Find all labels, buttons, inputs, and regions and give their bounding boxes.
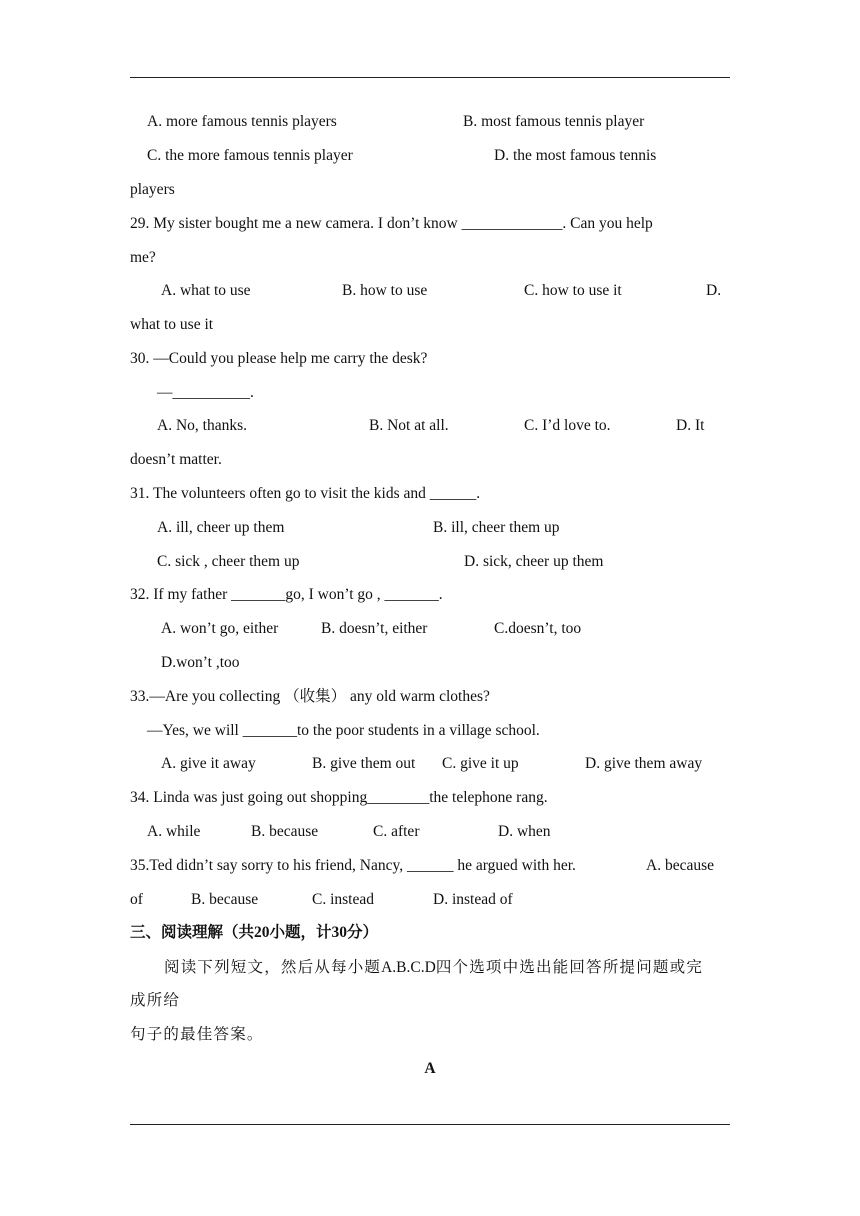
q33-option-a: A. give it away <box>161 755 256 772</box>
q30-option-d-cont: doesn’t matter. <box>130 451 222 468</box>
q35-stem: 35.Ted didn’t say sorry to his friend, Nancy, ______ he argued with her. <box>130 857 576 874</box>
instructions-options: A.B.C.D <box>381 959 436 976</box>
instructions-prefix: 阅读下列短文，然后从每小题 <box>164 959 382 976</box>
q31-stem: 31. The volunteers often go to visit the kids and ______. <box>130 485 481 502</box>
instructions-suffix: 四个选项中选出能回答所提问题或完 <box>435 959 704 976</box>
q32-option-b: B. doesn’t, either <box>321 620 428 637</box>
instructions-line-3: 句子的最佳答案。 <box>130 1026 264 1043</box>
section-points: 30 <box>331 924 348 941</box>
q29-option-d: D. <box>706 282 722 299</box>
q30-option-c: C. I’d love to. <box>524 417 611 434</box>
q31-option-c: C. sick , cheer them up <box>157 553 300 570</box>
q35-option-b: B. because <box>191 891 259 908</box>
section-heading-prefix: 三、阅读理解（共 <box>130 924 255 941</box>
instructions-line-1 <box>164 958 703 978</box>
q33-option-b: B. give them out <box>312 755 416 772</box>
q30-stem: 30. —Could you please help me carry the desk? <box>130 350 428 367</box>
q28-option-c: C. the more famous tennis player <box>147 147 353 164</box>
passage-label: A <box>424 1060 436 1077</box>
q31-option-b: B. ill, cheer them up <box>433 519 560 536</box>
q35-option-a-cont: of <box>130 891 143 908</box>
q31-option-a: A. ill, cheer up them <box>157 519 285 536</box>
q34-stem: 34. Linda was just going out shopping________the telephone rang. <box>130 789 548 806</box>
q33-option-c: C. give it up <box>442 755 519 772</box>
q30-option-b: B. Not at all. <box>369 417 449 434</box>
q33-stem: 33.—Are you collecting （收集） any old warm clothes? <box>130 688 490 705</box>
q28-option-d-cont: players <box>130 181 175 198</box>
q28-option-b: B. most famous tennis player <box>463 113 645 130</box>
q34-option-a: A. while <box>147 823 201 840</box>
q31-option-d: D. sick, cheer up them <box>464 553 604 570</box>
q35-option-d: D. instead of <box>433 891 513 908</box>
q30-option-a: A. No, thanks. <box>157 417 247 434</box>
q30-reply: —__________. <box>157 384 254 401</box>
q28-option-d: D. the most famous tennis <box>494 147 657 164</box>
q34-option-b: B. because <box>251 823 319 840</box>
q34-option-c: C. after <box>373 823 420 840</box>
q29-option-a: A. what to use <box>161 282 251 299</box>
section-heading <box>130 923 378 943</box>
q29-option-c: C. how to use it <box>524 282 622 299</box>
q32-option-d: D.won’t ,too <box>161 654 240 671</box>
q35-option-a: A. because <box>646 857 714 874</box>
q32-stem: 32. If my father _______go, I won’t go , _______. <box>130 586 443 603</box>
section-heading-mid: 小题，计 <box>269 924 332 941</box>
header-rule <box>130 77 730 78</box>
q29-stem: 29. My sister bought me a new camera. I don’t know _____________. Can you help <box>130 215 653 232</box>
q33-reply: —Yes, we will _______to the poor students in a village school. <box>147 722 540 739</box>
q32-option-a: A. won’t go, either <box>161 620 279 637</box>
q34-option-d: D. when <box>498 823 551 840</box>
footer-rule <box>130 1124 730 1125</box>
section-question-count: 20 <box>254 924 270 941</box>
section-heading-suffix: 分） <box>347 924 379 941</box>
q30-option-d: D. It <box>676 417 705 434</box>
q29-option-d-cont: what to use it <box>130 316 214 333</box>
q29-option-b: B. how to use <box>342 282 428 299</box>
q35-option-c: C. instead <box>312 891 374 908</box>
q29-stem-cont: me? <box>130 249 156 266</box>
q32-option-c: C.doesn’t, too <box>494 620 582 637</box>
instructions-line-2: 成所给 <box>130 992 181 1009</box>
q28-option-a: A. more famous tennis players <box>147 113 337 130</box>
q33-option-d: D. give them away <box>585 755 703 772</box>
